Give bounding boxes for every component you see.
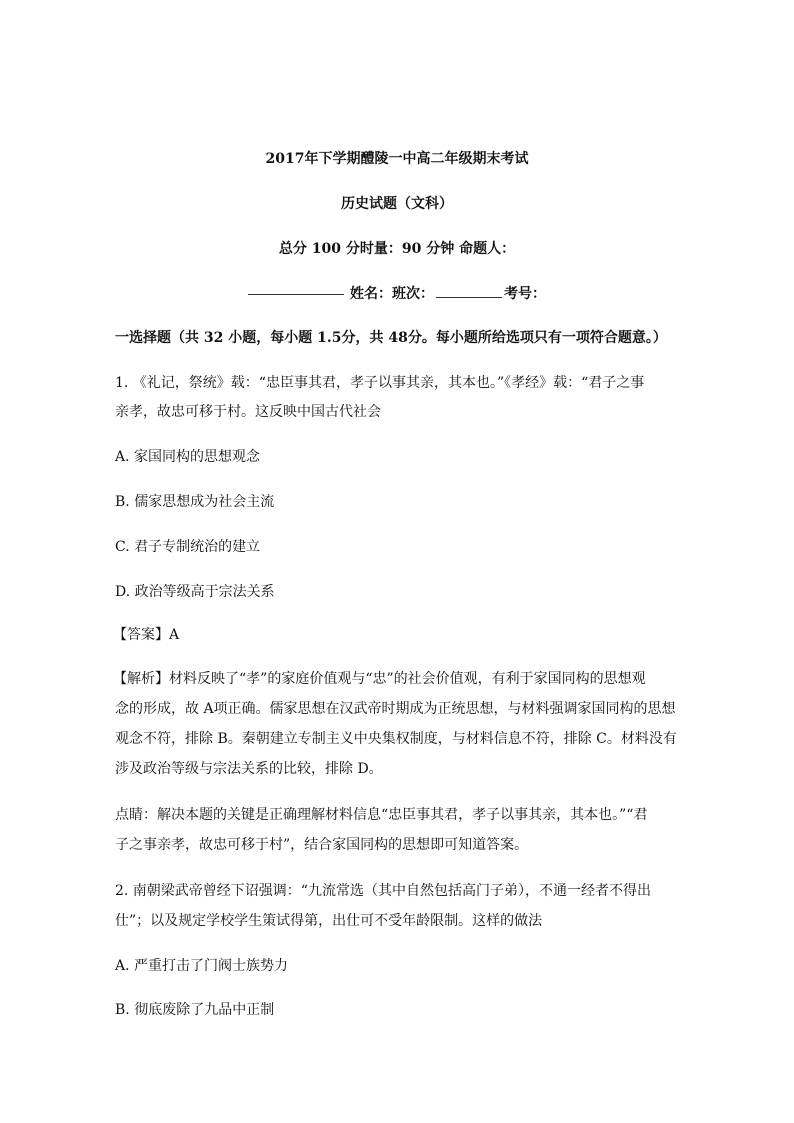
q1-tip-line2: 子之事亲孝，故忠可移于村”，结合家国同构的思想即可知道答案。	[115, 837, 529, 853]
q2-option-a: A. 严重打击了门阀士族势力	[115, 958, 289, 974]
q1-analysis-line4: 涉及政治等级与宗法关系的比较，排除 D。	[115, 761, 383, 777]
q1-stem-line1: 1. 《礼记，祭统》载：“忠臣事其君，孝子以事其亲，其本也。”《孝经》载：“君子之事	[115, 375, 645, 391]
q1-option-c: C. 君子专制统治的建立	[115, 539, 261, 555]
q1-answer: 【答案】A	[113, 627, 180, 643]
student-info-line	[0, 283, 794, 303]
q2-stem-line2: 仕”；以及规定学校学生策试得第，出仕可不受年龄限制。这样的做法	[115, 913, 543, 929]
q1-tip-line1: 点睛：解决本题的关键是正确理解材料信息“忠臣事其君，孝子以事其亲，其本也。”“君	[115, 807, 648, 823]
class-label: 班次：	[392, 286, 434, 302]
q1-option-a: A. 家国同构的思想观念	[115, 449, 261, 465]
q1-analysis-line2: 念的形成，故 A项正确。儒家思想在汉武帝时期成为正统思想，与材料强调家国同构的思想	[115, 701, 676, 717]
q1-analysis-line1: 【解析】材料反映了“孝”的家庭价值观与“忠”的社会价值观，有利于家国同构的思想观	[113, 671, 646, 687]
exam-meta: 总分 100 分时量：90 分钟 命题人：	[278, 241, 516, 257]
q1-stem-line2: 亲孝，故忠可移于村。这反映中国古代社会	[115, 404, 381, 420]
class-blank-line	[436, 285, 502, 298]
q1-option-d: D. 政治等级高于宗法关系	[115, 584, 275, 600]
q2-stem-line1: 2. 南朝梁武帝曾经下诏强调：“九流常选（其中自然包括高门子弟），不通一经者不得出	[115, 883, 651, 899]
q1-option-b: B. 儒家思想成为社会主流	[115, 494, 275, 510]
number-label: 考号：	[504, 286, 546, 302]
name-label: 姓名：	[350, 286, 392, 302]
exam-subtitle: 历史试题（文科）	[341, 196, 453, 212]
q1-analysis-line3: 观念不符，排除 B。秦朝建立专制主义中央集权制度，与材料信息不符，排除 C。材料没有	[115, 731, 677, 747]
exam-title: 2017年下学期醴陵一中高二年级期末考试	[265, 151, 529, 167]
q2-option-b: B. 彻底废除了九品中正制	[115, 1002, 275, 1018]
school-blank-line	[248, 294, 344, 295]
section-heading: 一选择题（共 32 小题，每小题 1.5分，共 48分。每小题所给选项只有一项符合题意。）	[115, 330, 667, 346]
